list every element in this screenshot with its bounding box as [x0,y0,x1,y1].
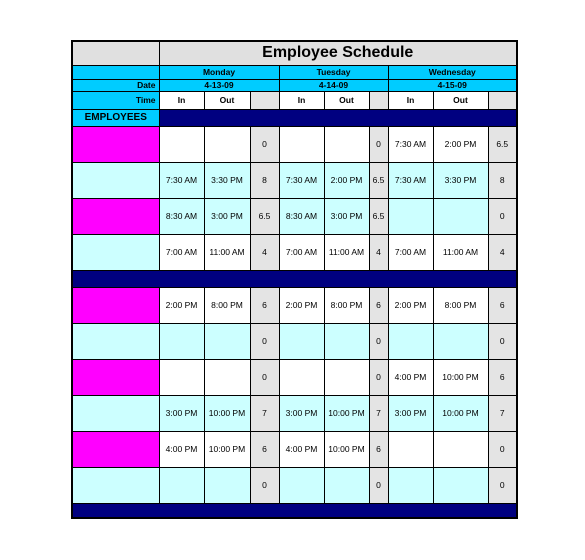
hours-cell-monday: 0 [250,359,279,395]
employee-row [72,431,517,467]
time-in-cell-monday[interactable]: 8:30 AM [159,198,204,234]
employee-row [72,234,517,270]
employee-row [72,359,517,395]
hours-cell-tuesday: 0 [369,323,388,359]
hours-cell-monday: 7 [250,395,279,431]
employee-row [72,395,517,431]
date-row [72,79,517,91]
time-out-cell-wednesday[interactable]: 3:30 PM [433,162,488,198]
employee-row [72,323,517,359]
day-name-monday: Monday [159,65,279,79]
employee-row [72,126,517,162]
time-in-cell-tuesday[interactable] [279,323,324,359]
employee-name-cell[interactable] [72,287,159,323]
hours-cell-wednesday: 6 [488,287,517,323]
hours-cell-monday: 4 [250,234,279,270]
time-in-cell-monday[interactable]: 7:30 AM [159,162,204,198]
hours-cell-monday: 6 [250,287,279,323]
hours-cell-wednesday: 4 [488,234,517,270]
employee-row [72,287,517,323]
hours-cell-tuesday: 0 [369,467,388,503]
time-out-cell-tuesday[interactable]: 8:00 PM [324,287,369,323]
time-out-cell-wednesday[interactable] [433,467,488,503]
hours-cell-monday: 0 [250,323,279,359]
time-label: Time [72,91,159,109]
in-header: In [279,91,324,109]
out-header: Out [204,91,250,109]
employee-name-cell[interactable] [72,126,159,162]
hours-header [488,91,517,109]
time-out-cell-wednesday[interactable]: 11:00 AM [433,234,488,270]
time-in-cell-wednesday[interactable]: 7:30 AM [388,162,433,198]
time-in-cell-monday[interactable]: 4:00 PM [159,431,204,467]
time-in-cell-tuesday[interactable]: 2:00 PM [279,287,324,323]
time-in-cell-tuesday[interactable]: 7:00 AM [279,234,324,270]
date-tuesday: 4-14-09 [279,79,388,91]
hours-cell-tuesday: 0 [369,126,388,162]
sheet-title: Employee Schedule [159,41,517,65]
employee-name-cell[interactable] [72,467,159,503]
time-out-cell-monday[interactable] [204,323,250,359]
time-out-cell-wednesday[interactable]: 10:00 PM [433,395,488,431]
schedule-table [71,40,518,519]
time-out-cell-tuesday[interactable] [324,359,369,395]
hours-cell-wednesday: 6 [488,359,517,395]
hours-cell-wednesday: 7 [488,395,517,431]
day-name-corner-cell[interactable] [72,65,159,79]
separator-bar [72,270,517,287]
time-out-cell-tuesday[interactable] [324,323,369,359]
time-out-cell-monday[interactable]: 11:00 AM [204,234,250,270]
hours-cell-tuesday: 6 [369,287,388,323]
employee-name-cell[interactable] [72,323,159,359]
time-out-cell-wednesday[interactable]: 10:00 PM [433,359,488,395]
hours-cell-tuesday: 4 [369,234,388,270]
time-out-cell-wednesday[interactable]: 2:00 PM [433,126,488,162]
hours-cell-monday: 6 [250,431,279,467]
separator-row [72,270,517,287]
hours-cell-wednesday: 6.5 [488,126,517,162]
day-name-tuesday: Tuesday [279,65,388,79]
out-header: Out [433,91,488,109]
time-out-cell-tuesday[interactable]: 3:00 PM [324,198,369,234]
hours-header [369,91,388,109]
employees-header-row [72,109,517,126]
time-in-cell-monday[interactable] [159,323,204,359]
separator-row [72,503,517,518]
time-in-cell-monday[interactable]: 7:00 AM [159,234,204,270]
in-header: In [388,91,433,109]
time-in-cell-wednesday[interactable] [388,198,433,234]
employee-name-cell[interactable] [72,198,159,234]
time-out-cell-monday[interactable]: 10:00 PM [204,431,250,467]
time-in-cell-wednesday[interactable]: 4:00 PM [388,359,433,395]
time-in-cell-monday[interactable] [159,126,204,162]
time-in-cell-monday[interactable] [159,467,204,503]
hours-cell-wednesday: 0 [488,431,517,467]
employee-row [72,467,517,503]
time-out-cell-tuesday[interactable]: 10:00 PM [324,395,369,431]
separator-bar [159,109,517,126]
time-out-cell-wednesday[interactable] [433,431,488,467]
time-out-cell-monday[interactable]: 3:30 PM [204,162,250,198]
hours-cell-tuesday: 0 [369,359,388,395]
time-in-cell-wednesday[interactable] [388,467,433,503]
hours-cell-tuesday: 7 [369,395,388,431]
time-out-cell-tuesday[interactable]: 11:00 AM [324,234,369,270]
date-monday: 4-13-09 [159,79,279,91]
time-out-cell-tuesday[interactable]: 10:00 PM [324,431,369,467]
time-out-cell-tuesday[interactable] [324,467,369,503]
time-in-cell-wednesday[interactable]: 2:00 PM [388,287,433,323]
time-out-cell-monday[interactable]: 10:00 PM [204,395,250,431]
out-header: Out [324,91,369,109]
separator-bar [72,503,517,518]
hours-cell-tuesday: 6.5 [369,198,388,234]
hours-cell-tuesday: 6 [369,431,388,467]
employee-name-cell[interactable] [72,431,159,467]
time-in-cell-wednesday[interactable] [388,431,433,467]
time-in-cell-monday[interactable]: 2:00 PM [159,287,204,323]
time-in-cell-wednesday[interactable]: 7:00 AM [388,234,433,270]
time-out-cell-monday[interactable]: 3:00 PM [204,198,250,234]
time-row [72,91,517,109]
time-in-cell-wednesday[interactable]: 3:00 PM [388,395,433,431]
time-in-cell-tuesday[interactable] [279,467,324,503]
hours-cell-wednesday: 8 [488,162,517,198]
title-corner-cell[interactable] [72,41,159,65]
time-out-cell-monday[interactable]: 8:00 PM [204,287,250,323]
employee-name-cell[interactable] [72,395,159,431]
hours-cell-wednesday: 0 [488,198,517,234]
time-in-cell-wednesday[interactable] [388,323,433,359]
time-out-cell-tuesday[interactable]: 2:00 PM [324,162,369,198]
time-out-cell-wednesday[interactable] [433,323,488,359]
in-header: In [159,91,204,109]
hours-cell-monday: 0 [250,126,279,162]
day-name-row [72,65,517,79]
date-label: Date [72,79,159,91]
hours-cell-wednesday: 0 [488,467,517,503]
hours-header [250,91,279,109]
hours-cell-tuesday: 6.5 [369,162,388,198]
time-out-cell-tuesday[interactable] [324,126,369,162]
time-out-cell-monday[interactable] [204,126,250,162]
employee-name-cell[interactable] [72,162,159,198]
hours-cell-wednesday: 0 [488,323,517,359]
date-wednesday: 4-15-09 [388,79,517,91]
time-in-cell-tuesday[interactable]: 4:00 PM [279,431,324,467]
time-out-cell-monday[interactable] [204,359,250,395]
time-out-cell-wednesday[interactable] [433,198,488,234]
hours-cell-monday: 0 [250,467,279,503]
time-in-cell-tuesday[interactable]: 3:00 PM [279,395,324,431]
employees-label: EMPLOYEES [72,109,159,126]
time-in-cell-wednesday[interactable]: 7:30 AM [388,126,433,162]
day-name-wednesday: Wednesday [388,65,517,79]
hours-cell-monday: 6.5 [250,198,279,234]
time-in-cell-tuesday[interactable]: 8:30 AM [279,198,324,234]
time-out-cell-monday[interactable] [204,467,250,503]
time-in-cell-monday[interactable] [159,359,204,395]
employee-name-cell[interactable] [72,234,159,270]
time-in-cell-tuesday[interactable]: 7:30 AM [279,162,324,198]
time-in-cell-tuesday[interactable] [279,126,324,162]
hours-cell-monday: 8 [250,162,279,198]
employee-row [72,198,517,234]
time-in-cell-tuesday[interactable] [279,359,324,395]
time-in-cell-monday[interactable]: 3:00 PM [159,395,204,431]
employee-row [72,162,517,198]
time-out-cell-wednesday[interactable]: 8:00 PM [433,287,488,323]
title-row [72,41,517,65]
employee-name-cell[interactable] [72,359,159,395]
